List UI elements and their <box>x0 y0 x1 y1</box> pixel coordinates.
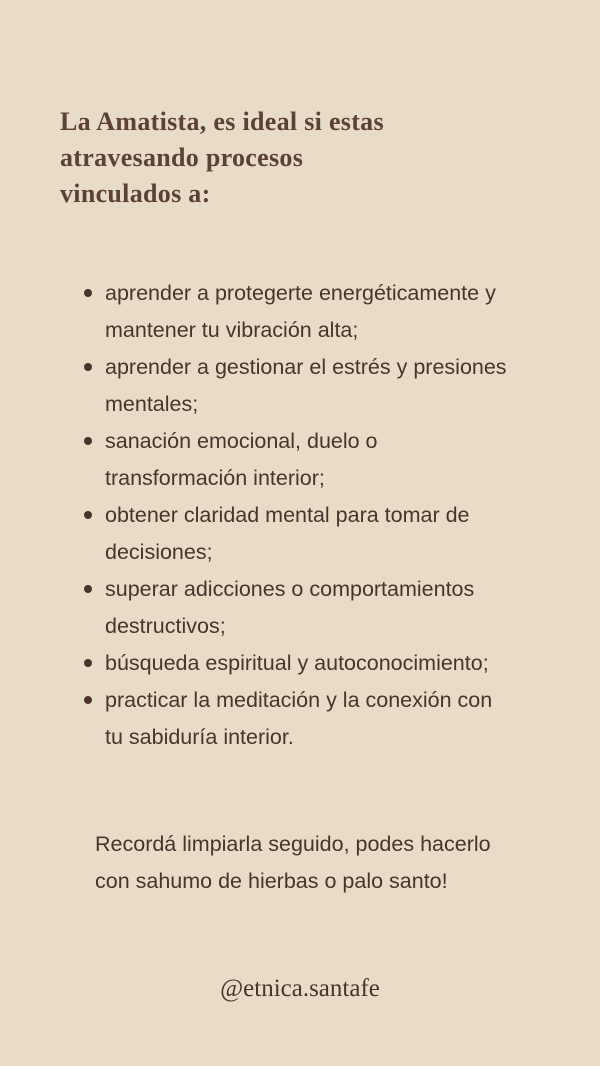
bullet-icon <box>84 585 92 593</box>
list-item-text: sanación emocional, duelo o <box>105 429 378 453</box>
social-handle: @etnica.santafe <box>220 975 380 1002</box>
list-item-text: obtener claridad mental para tomar de <box>105 503 470 527</box>
list-item-text: mantener tu vibración alta; <box>105 318 359 342</box>
title-line: atravesando procesos <box>60 143 304 172</box>
list-item-text: aprender a gestionar el estrés y presiones <box>105 355 507 379</box>
list-item <box>78 497 558 571</box>
benefits-list <box>78 275 558 756</box>
list-item-text: búsqueda espiritual y autoconocimiento; <box>105 651 489 675</box>
list-item <box>78 571 558 645</box>
note-line: con sahumo de hierbas o palo santo! <box>95 869 448 893</box>
bullet-icon <box>84 437 92 445</box>
bullet-icon <box>84 659 92 667</box>
list-item-text: decisiones; <box>105 540 213 564</box>
list-item-text: superar adicciones o comportamientos <box>105 577 475 601</box>
bullet-icon <box>84 363 92 371</box>
list-item-text: transformación interior; <box>105 466 325 490</box>
title-line: La Amatista, es ideal si estas <box>60 107 384 136</box>
list-item <box>78 645 558 682</box>
list-item <box>78 682 558 756</box>
list-item-text: destructivos; <box>105 614 226 638</box>
title-line: vinculados a: <box>60 179 211 208</box>
list-item-text: practicar la meditación y la conexión con <box>105 688 493 712</box>
page-title <box>60 104 560 212</box>
cleaning-note <box>95 826 565 900</box>
list-item-text: aprender a protegerte energéticamente y <box>105 281 496 305</box>
bullet-icon <box>84 289 92 297</box>
bullet-icon <box>84 696 92 704</box>
list-item-text: mentales; <box>105 392 199 416</box>
note-line: Recordá limpiarla seguido, podes hacerlo <box>95 832 491 856</box>
list-item <box>78 349 558 423</box>
list-item <box>78 423 558 497</box>
list-item <box>78 275 558 349</box>
bullet-icon <box>84 511 92 519</box>
list-item-text: tu sabiduría interior. <box>105 725 294 749</box>
